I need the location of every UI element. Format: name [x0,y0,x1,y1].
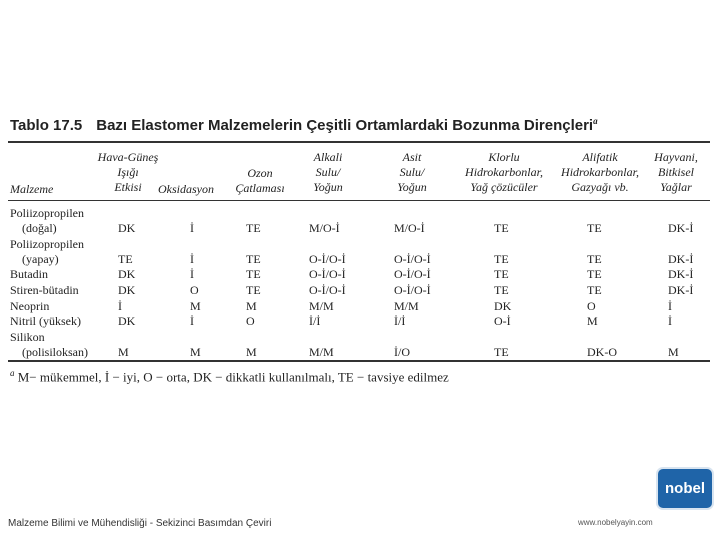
table-row-name-line [0,330,720,345]
table-row [0,252,720,267]
table-cell: DK [118,267,136,281]
table-cell: TE [587,283,602,297]
header-line: Hayvani, [654,150,698,164]
table-cell: DK [118,221,136,235]
header-line: Sulu/ [315,165,341,179]
footnote-mark: a [10,368,15,378]
table-cell: M/O-İ [309,221,340,235]
footer-url: www.nobelyayin.com [578,518,653,527]
title-footnote-mark: a [593,116,598,126]
table-cell: İ [190,314,194,328]
table-cell: O-İ/O-İ [394,252,431,266]
table-cell: Poliizopropilen [10,206,84,220]
table-cell: TE [246,221,261,235]
header-malzeme: Malzeme [10,182,54,196]
table-row-name-line [0,206,720,221]
table-cell: Nitril (yüksek) [10,314,81,328]
table-cell: Silikon [10,330,45,344]
table-cell: O [246,314,255,328]
header-line: Yoğun [397,180,427,194]
table-cell: TE [246,283,261,297]
table-cell: TE [494,267,509,281]
table-cell: O [587,299,596,313]
table-row [0,314,720,329]
table-row [0,299,720,314]
table-cell: DK [118,314,136,328]
table-cell: İ [668,314,672,328]
table-cell: M [246,345,257,359]
table-row-name-line [0,237,720,252]
header-line: Etkisi [114,180,142,194]
table-cell: (polisiloksan) [22,345,88,359]
header-line: nobel [665,480,705,497]
table-cell: İ/İ [309,314,321,328]
header-alifatik [552,150,648,195]
header-rule [8,200,710,201]
table-cell: DK-İ [668,221,694,235]
table-cell: O-İ/O-İ [309,267,346,281]
table-cell: İ/İ [394,314,406,328]
table-cell: TE [246,252,261,266]
table-title-text: Bazı Elastomer Malzemelerin Çeşitli Ortamlardaki Bozunma Dirençleri [96,117,594,134]
header-line: Sulu/ [399,165,425,179]
header-line: Gazyağı vb. [571,180,629,194]
table-cell: M/M [309,299,334,313]
table-number: Tablo 17.5 [10,117,83,134]
header-line: Hava-Güneş [97,150,159,164]
table-cell: M/M [309,345,334,359]
nobel-logo [656,467,714,510]
header-line: Bitkisel [658,165,694,179]
table-cell: Stiren-bütadin [10,283,79,297]
header-line: Işığı [117,165,139,179]
table-title [10,116,598,134]
header-line: Klorlu [488,150,520,164]
header-line: Hidrokarbonlar, [561,165,639,179]
table-cell: TE [587,267,602,281]
table-cell: TE [494,252,509,266]
table-cell: DK-O [587,345,617,359]
table-cell: İ [190,267,194,281]
header-asit [380,150,444,195]
table-cell: İ [190,221,194,235]
table-cell: TE [587,252,602,266]
table-cell: Poliizopropilen [10,237,84,251]
table-cell: İ [118,299,122,313]
table-cell: TE [246,267,261,281]
table-cell: M [118,345,129,359]
table-row [0,267,720,282]
table-cell: DK-İ [668,267,694,281]
table-cell: TE [494,283,509,297]
table-cell: O-İ/O-İ [309,283,346,297]
bottom-rule [8,360,710,362]
table-cell: DK-İ [668,283,694,297]
table-row [0,221,720,236]
top-rule [8,141,710,143]
header-line: Alkali [313,150,343,164]
header-ozon [226,166,294,196]
table-cell: M [668,345,679,359]
table-footnote [10,368,449,385]
header-line: Asit [402,150,422,164]
table-cell: M [190,345,201,359]
table-cell: M/O-İ [394,221,425,235]
header-hava-gunes [88,150,168,195]
table-cell: TE [494,345,509,359]
header-line: Yağ çözücüler [470,180,538,194]
header-alkali [296,150,360,195]
table-cell: İ [668,299,672,313]
table-row [0,283,720,298]
table-cell: İ [190,252,194,266]
header-klorlu [456,150,552,195]
table-cell: TE [494,221,509,235]
table-cell: DK [118,283,136,297]
table-cell: O [190,283,199,297]
table-cell: M [587,314,598,328]
header-oksidasyon: Oksidasyon [158,182,214,196]
table-cell: O-İ/O-İ [309,252,346,266]
table-cell: Neoprin [10,299,50,313]
table-cell: (yapay) [22,252,59,266]
table-cell: M [246,299,257,313]
header-line: Yağlar [660,180,692,194]
header-line: Yoğun [313,180,343,194]
table-cell: O-İ [494,314,511,328]
header-line: Çatlaması [235,181,285,195]
table-cell: M [190,299,201,313]
table-cell: Butadin [10,267,48,281]
table-cell: DK [494,299,512,313]
header-line: Alifatik [582,150,618,164]
table-cell: DK-İ [668,252,694,266]
table-cell: M/M [394,299,419,313]
table-cell: O-İ/O-İ [394,283,431,297]
header-hayvani [644,150,708,195]
table-row [0,345,720,360]
table-cell: (doğal) [22,221,57,235]
table-cell: TE [118,252,133,266]
table-cell: TE [587,221,602,235]
table-cell: O-İ/O-İ [394,267,431,281]
footnote-text: M− mükemmel, İ − iyi, O − orta, DK − dikkatli kullanılmalı, TE − tavsiye edilmez [17,369,449,385]
header-line: Ozon [247,166,273,180]
table-cell: İ/O [394,345,410,359]
footer-book-title: Malzeme Bilimi ve Mühendisliği - Sekizinci Basımdan Çeviri [8,518,272,529]
header-line: Hidrokarbonlar, [465,165,543,179]
